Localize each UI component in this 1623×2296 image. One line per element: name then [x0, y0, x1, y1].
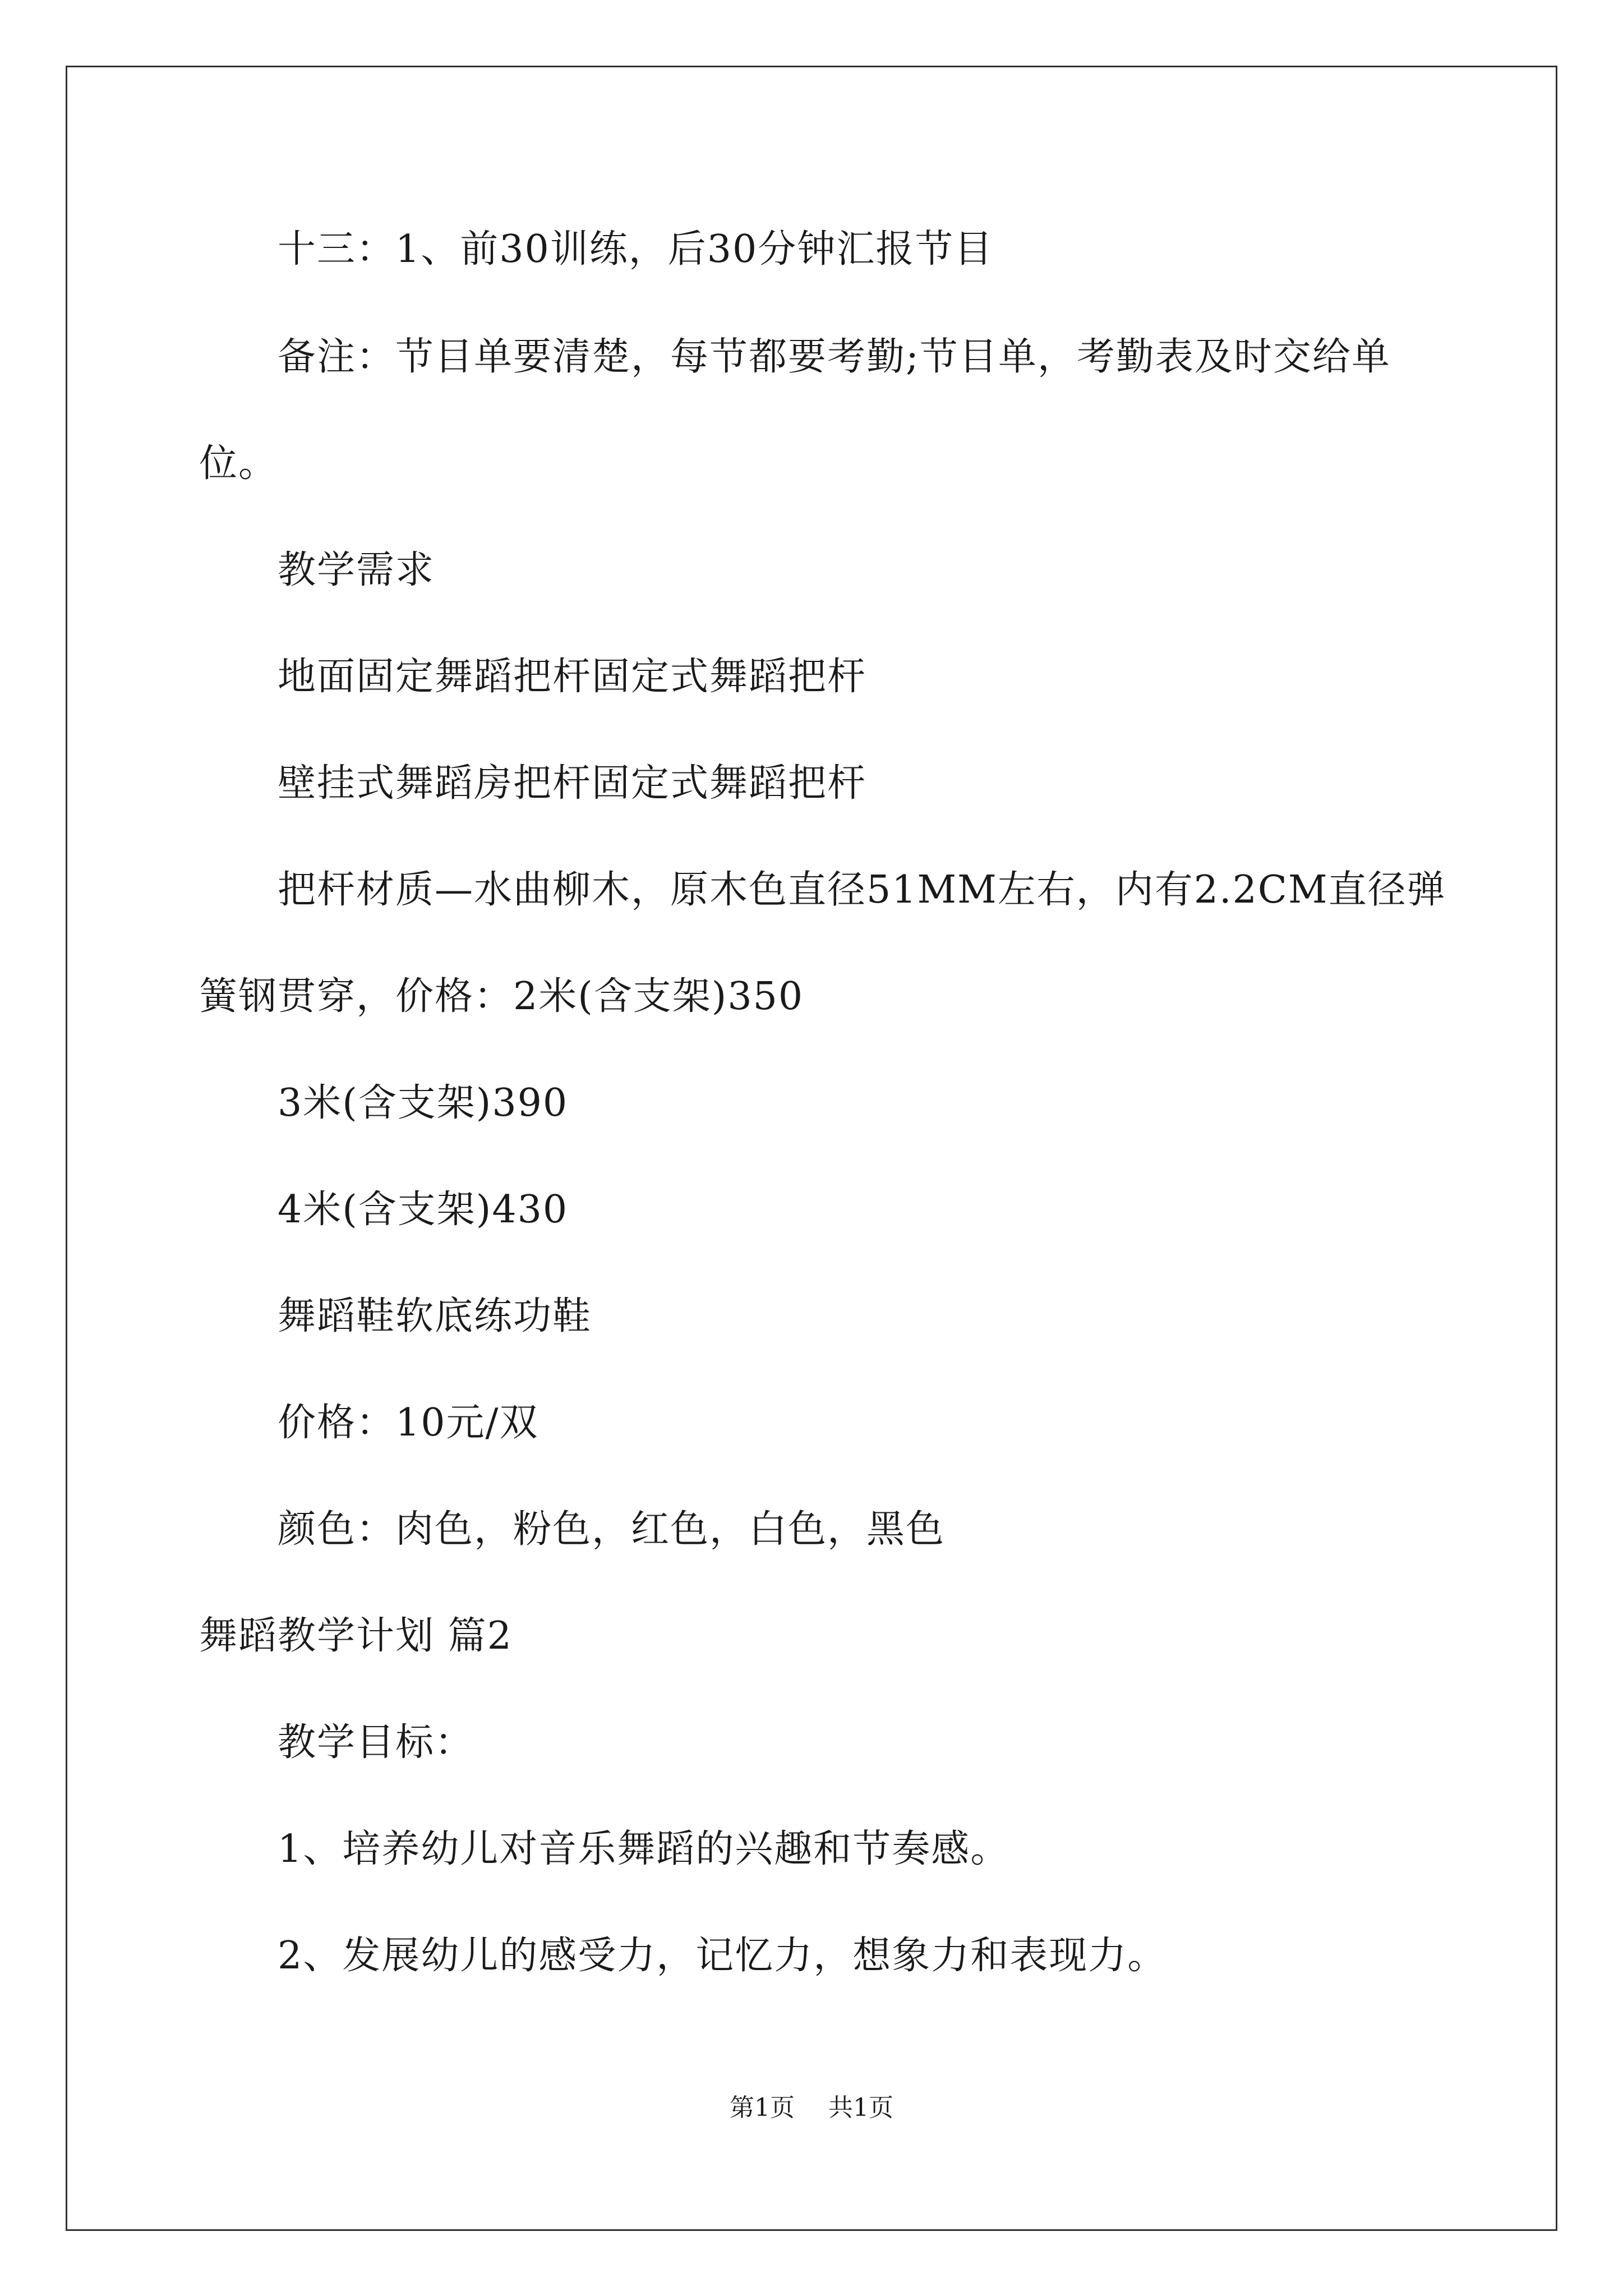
text-line: 3米(含支架)390: [278, 1081, 569, 1125]
text-line: 舞蹈鞋软底练功鞋: [278, 1294, 592, 1338]
text-line: 十三：1、前30训练，后30分钟汇报节目: [278, 227, 994, 272]
text-line: 4米(含支架)430: [278, 1188, 569, 1232]
page-border: [66, 66, 1557, 2231]
text-line: 把杆材质—水曲柳木，原木色直径51MM左右，内有2.2CM直径弹: [278, 868, 1446, 912]
text-line: 颜色：肉色，粉色，红色，白色，黑色: [278, 1507, 946, 1552]
text-line: 1、培养幼儿对音乐舞蹈的兴趣和节奏感。: [278, 1827, 1010, 1871]
section-heading: 教学目标：: [278, 1720, 474, 1765]
text-line: 簧钢贯穿，价格：2米(含支架)350: [199, 974, 804, 1019]
text-line: 2、发展幼儿的感受力，记忆力，想象力和表现力。: [278, 1934, 1167, 1978]
page-total: 共1页: [828, 2093, 893, 2122]
page-number: 第1页: [730, 2093, 795, 2122]
text-line: 位。: [199, 441, 278, 486]
text-line: 备注：节目单要清楚，每节都要考勤;节目单，考勤表及时交给单: [278, 335, 1391, 379]
text-line: 价格：10元/双: [278, 1401, 539, 1445]
section-heading: 教学需求: [278, 548, 435, 592]
text-line: 地面固定舞蹈把杆固定式舞蹈把杆: [278, 655, 867, 699]
text-line: 壁挂式舞蹈房把杆固定式舞蹈把杆: [278, 761, 867, 806]
page-footer: [0, 2092, 1623, 2124]
article-title: 舞蹈教学计划 篇2: [199, 1614, 513, 1658]
